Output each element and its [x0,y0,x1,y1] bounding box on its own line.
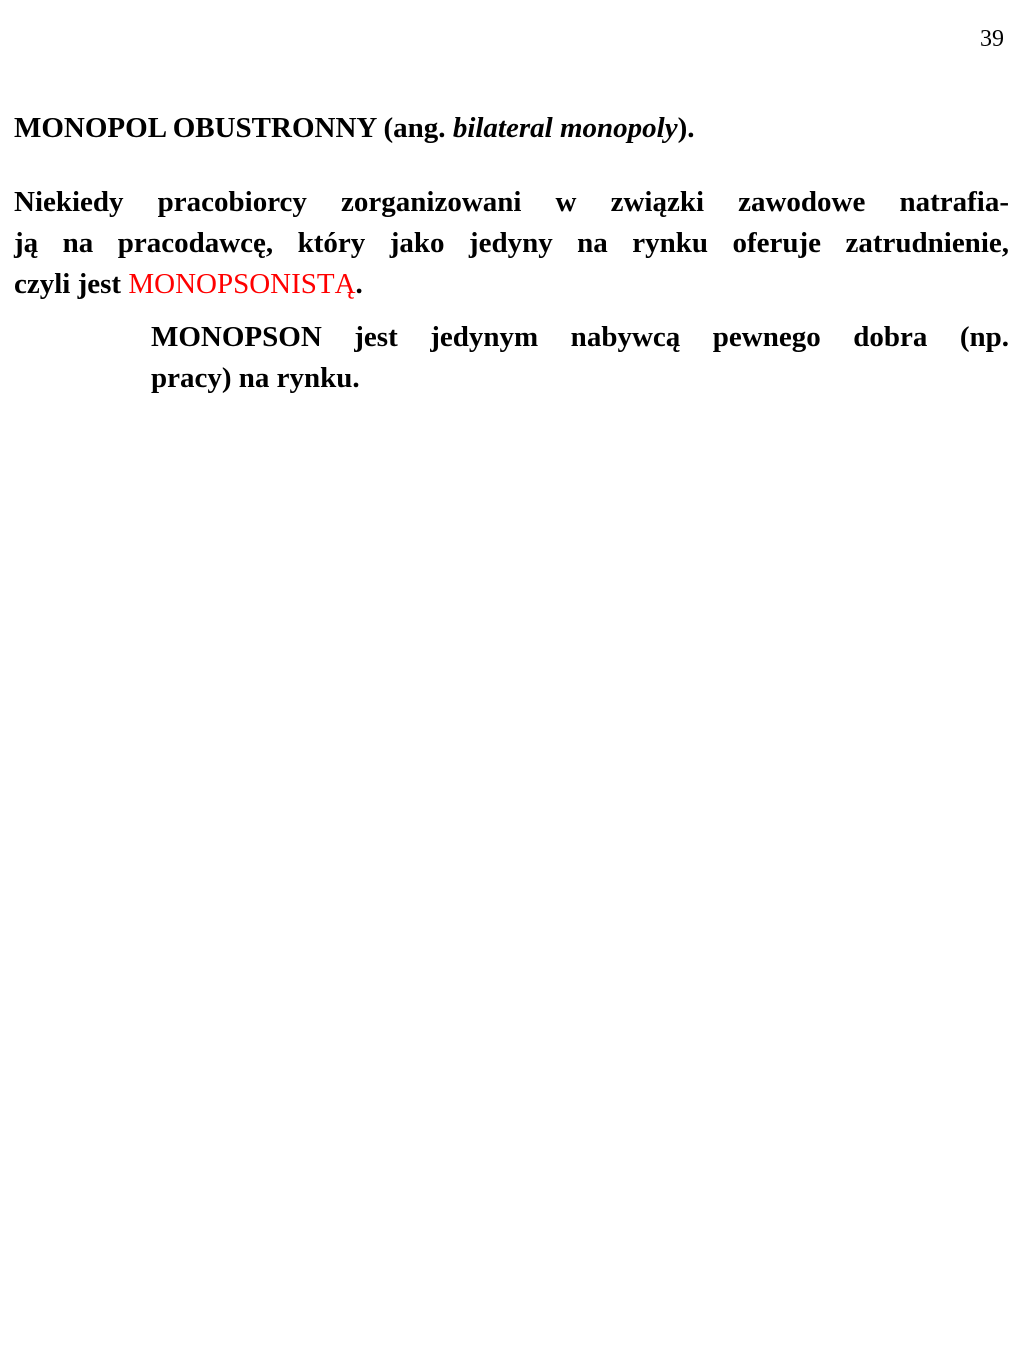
heading-term: bilateral monopoly [452,112,678,144]
paragraph-line-3-prefix: czyli jest [14,268,129,300]
heading-open: (ang. [376,112,453,144]
heading-title: MONOPOL OBUSTRONNY [14,112,377,144]
definition-line-1: MONOPSON jest jedynym nabywcą pewnego dobra (np. [151,321,1009,353]
paragraph-line-2: ją na pracodawcę, który jako jedyny na rynku oferuje zatrudnienie, [14,227,1009,259]
section-heading [14,112,694,145]
paragraph-line-1: Niekiedy pracobiorcy zorganizowani w związki zawodowe natrafia- [14,186,1009,218]
heading-close: ). [677,112,695,144]
monopson-definition [151,317,1009,399]
definition-line-2: pracy) na rynku. [151,362,360,394]
monopsonist-highlight: MONOPSONISTĄ [128,268,356,300]
page-number: 39 [980,26,1004,52]
paragraph-line-3-suffix: . [355,268,363,300]
paragraph-line-3 [14,264,1009,305]
intro-paragraph [14,182,1009,305]
